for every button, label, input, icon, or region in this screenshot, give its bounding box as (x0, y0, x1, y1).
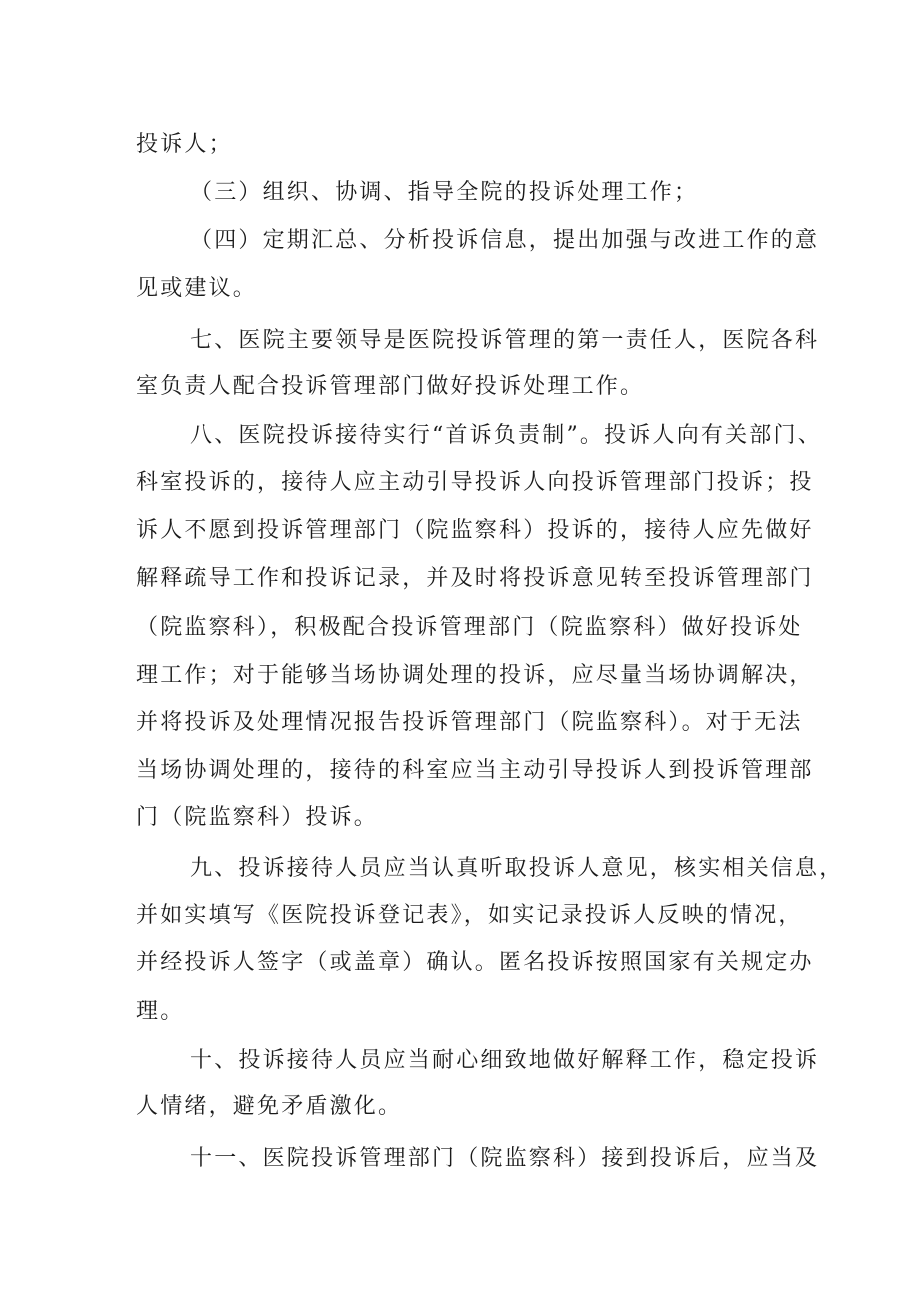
text-line: 理工作；对于能够当场协调处理的投诉，应尽量当场协调解决， (136, 663, 814, 688)
text-line: 七、医院主要领导是医院投诉管理的第一责任人，医院各科 (190, 328, 820, 353)
text-line: 并如实填写《医院投诉登记表》，如实记录投诉人反映的情况， (136, 903, 803, 928)
text-line: 当场协调处理的，接待的科室应当主动引导投诉人到投诉管理部 (136, 758, 814, 783)
text-line: 科室投诉的，接待人应主动引导投诉人向投诉管理部门投诉；投 (136, 470, 814, 495)
text-line: （院监察科），积极配合投诉管理部门（院监察科）做好投诉处 (136, 615, 803, 640)
text-line: 理。 (136, 999, 185, 1024)
text-line: 十一、医院投诉管理部门（院监察科）接到投诉后，应当及 (190, 1146, 820, 1171)
text-line: 九、投诉接待人员应当认真听取投诉人意见，核实相关信息， (190, 856, 844, 881)
text-line: 诉人不愿到投诉管理部门（院监察科）投诉的，接待人应先做好 (136, 518, 814, 543)
text-line: 室负责人配合投诉管理部门做好投诉处理工作。 (136, 374, 645, 399)
text-line: （三）组织、协调、指导全院的投诉处理工作； (190, 180, 699, 205)
text-line: 八、医院投诉接待实行“首诉负责制”。投诉人向有关部门、 (190, 423, 822, 448)
text-line: 并经投诉人签字（或盖章）确认。匿名投诉按照国家有关规定办 (136, 950, 814, 975)
text-line: 解释疏导工作和投诉记录，并及时将投诉意见转至投诉管理部门 (136, 566, 814, 591)
text-line: 投诉人； (136, 132, 233, 157)
text-line: 并将投诉及处理情况报告投诉管理部门（院监察科）。对于无法 (136, 710, 803, 735)
text-line: 见或建议。 (136, 276, 258, 301)
text-line: 十、投诉接待人员应当耐心细致地做好解释工作，稳定投诉 (190, 1048, 820, 1073)
text-line: （四）定期汇总、分析投诉信息，提出加强与改进工作的意 (190, 228, 820, 253)
text-line: 门（院监察科）投诉。 (136, 805, 379, 830)
text-line: 人情绪，避免矛盾激化。 (136, 1094, 403, 1119)
